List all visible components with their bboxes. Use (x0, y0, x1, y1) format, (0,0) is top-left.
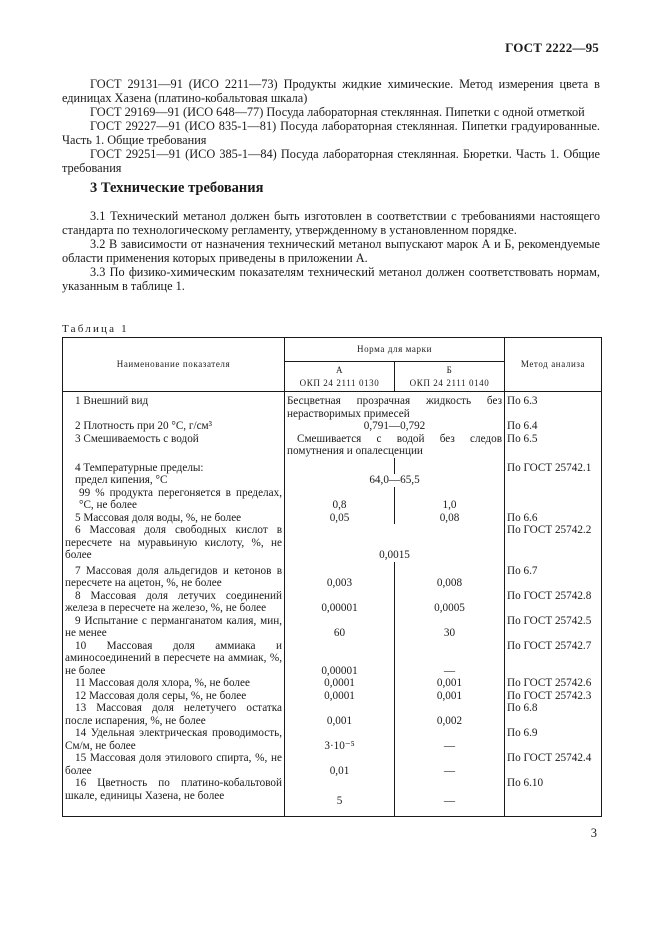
grade-b-okp: ОКП 24 2111 0140 (409, 377, 490, 388)
row-method: По ГОСТ 25742.3 (505, 690, 602, 703)
row-value-a: 0,0001 (285, 677, 395, 690)
row-value-b: — (395, 752, 505, 777)
row-name: 16 Цветность по платино-кобальтовой шкале, единицы Хазена, не более (63, 777, 285, 817)
table-row (63, 615, 602, 640)
header-norm: Норма для марки (285, 338, 505, 362)
row-value-merged: 0,0015 (285, 524, 505, 562)
row-name: 99 % продукта перегоняется в пределах, °С, не более (63, 487, 285, 512)
reference-item (62, 147, 600, 175)
row-method: По 6.7 (505, 562, 602, 590)
section-title: 3 Технические требования (90, 180, 264, 196)
specifications-table (62, 337, 602, 817)
row-method: По 6.3 (505, 392, 602, 421)
table-row (63, 677, 602, 690)
row-method: По ГОСТ 25742.1 (505, 458, 602, 475)
row-value-a: 60 (285, 615, 395, 640)
row-method: По 6.8 (505, 702, 602, 727)
paragraph (62, 209, 600, 237)
table-row (63, 640, 602, 678)
row-name: предел кипения, °С (63, 474, 285, 487)
row-name: 10 Массовая доля аммиака и аминосоединений в пересчете на аммиак, %, не более (63, 640, 285, 678)
row-value-a: 5 (285, 777, 395, 817)
row-method: По 6.5 (505, 433, 602, 458)
row-name: 13 Массовая доля нелетучего остатка после испарения, %, не более (63, 702, 285, 727)
row-value-merged: 64,0—65,5 (285, 474, 505, 487)
row-name: 12 Массовая доля серы, %, не более (63, 690, 285, 703)
row-name: 8 Массовая доля летучих соединений железа в пересчете на железо, %, не более (63, 590, 285, 615)
row-name: 2 Плотность при 20 °С, г/см³ (63, 420, 285, 433)
header-name: Наименование показателя (63, 338, 285, 392)
row-value-b: 0,002 (395, 702, 505, 727)
row-value-b: 30 (395, 615, 505, 640)
row-method: По ГОСТ 25742.2 (505, 524, 602, 562)
row-method: По ГОСТ 25742.6 (505, 677, 602, 690)
row-value-a: 0,001 (285, 702, 395, 727)
reference-item (62, 77, 600, 105)
row-method: По 6.9 (505, 727, 602, 752)
table-row (63, 777, 602, 817)
grade-a-okp: ОКП 24 2111 0130 (299, 377, 380, 388)
row-name: 7 Массовая доля альдегидов и кетонов в пересчете на ацетон, %, не более (63, 562, 285, 590)
row-value-a: 0,003 (285, 562, 395, 590)
header-method: Метод анализа (505, 338, 602, 392)
table-row (63, 420, 602, 433)
row-method: По ГОСТ 25742.7 (505, 640, 602, 678)
row-name: 11 Массовая доля хлора, %, не более (63, 677, 285, 690)
page-number: 3 (590, 826, 597, 840)
row-value-b: 0,008 (395, 562, 505, 590)
table-row (63, 590, 602, 615)
header-grade-a (285, 362, 395, 392)
row-method: По 6.6 (505, 512, 602, 525)
row-value-b: 1,0 (395, 487, 505, 512)
document-header: ГОСТ 2222—95 (505, 40, 599, 55)
reference-text: ГОСТ 29169—91 (ИСО 648—77) Посуда лабораторная стеклянная. Пипетки с одной отметкой (90, 105, 585, 119)
row-name: 9 Испытание с перманганатом калия, мин, не менее (63, 615, 285, 640)
reference-text: ГОСТ 29251—91 (ИСО 385-1—84) Посуда лабораторная стеклянная. Бюретки. Часть 1. Общие требования (62, 147, 600, 175)
row-value-a: 0,05 (285, 512, 395, 525)
row-name: 4 Температурные пределы: (63, 458, 285, 475)
reference-text: ГОСТ 29131—91 (ИСО 2211—73) Продукты жидкие химические. Метод измерения цвета в единицах Хазена (платино-кобальтовая шкала) (62, 77, 600, 105)
reference-text: ГОСТ 29227—91 (ИСО 835-1—81) Посуда лабораторная стеклянная. Пипетки градуированные. Часть 1. Общие требования (62, 119, 600, 147)
table-row (63, 562, 602, 590)
row-value-a: 0,8 (285, 487, 395, 512)
grade-b-label: Б (446, 365, 453, 375)
row-value-b: — (395, 727, 505, 752)
row-method: По 6.10 (505, 777, 602, 817)
table-row (63, 727, 602, 752)
paragraph-text: 3.3 По физико-химическим показателям технический метанол должен соответствовать нормам, указанным в таблице 1. (62, 265, 600, 293)
reference-item (62, 119, 600, 147)
paragraph-text: 3.1 Технический метанол должен быть изготовлен в соответствии с требованиями настоящего стандарта по технологическому регламенту, утвержденному в установленном порядке. (62, 209, 600, 237)
table-caption: Таблица 1 (62, 323, 129, 335)
row-value-b: — (395, 777, 505, 817)
row-value-b: 0,0005 (395, 590, 505, 615)
table-row (63, 474, 602, 487)
table-row (63, 433, 602, 458)
row-value-a: 0,0001 (285, 690, 395, 703)
row-value-merged: 0,791—0,792 (285, 420, 505, 433)
row-value-b: — (395, 640, 505, 678)
table-row (63, 752, 602, 777)
paragraph-text: 3.2 В зависимости от назначения технический метанол выпускают марок А и Б, рекомендуемые области применения которых приведены в приложении А. (62, 237, 600, 265)
row-value-merged: Бесцветная прозрачная жидкость без нерастворимых примесей (285, 392, 505, 421)
row-name: 1 Внешний вид (63, 392, 285, 421)
row-value-a: 3·10⁻⁵ (285, 727, 395, 752)
table-row (63, 524, 602, 562)
row-value-b: 0,001 (395, 677, 505, 690)
row-name: 5 Массовая доля воды, %, не более (63, 512, 285, 525)
table-row (63, 392, 602, 421)
table-row (63, 458, 602, 475)
reference-item (62, 105, 600, 119)
paragraph (62, 265, 600, 293)
row-name: 15 Массовая доля этилового спирта, %, не более (63, 752, 285, 777)
row-value-a: 0,01 (285, 752, 395, 777)
row-method: По ГОСТ 25742.5 (505, 615, 602, 640)
row-method: По ГОСТ 25742.4 (505, 752, 602, 777)
paragraph (62, 237, 600, 265)
row-value-a: 0,00001 (285, 590, 395, 615)
row-value-b: 0,001 (395, 690, 505, 703)
row-value-a: 0,00001 (285, 640, 395, 678)
grade-a-label: А (335, 365, 344, 375)
table-row (63, 702, 602, 727)
row-name: 14 Удельная электрическая проводимость, См/м, не более (63, 727, 285, 752)
header-grade-b (395, 362, 505, 392)
table-row (63, 512, 602, 525)
row-name: 6 Массовая доля свободных кислот в пересчете на муравьиную кислоту, %, не более (63, 524, 285, 562)
row-value-merged: Смешивается с водой без следов помутнения и опалесценции (285, 433, 505, 458)
row-value-b: 0,08 (395, 512, 505, 525)
row-method: По 6.4 (505, 420, 602, 433)
row-method: По ГОСТ 25742.8 (505, 590, 602, 615)
row-name: 3 Смешиваемость с водой (63, 433, 285, 458)
table-row (63, 690, 602, 703)
table-row (63, 487, 602, 512)
